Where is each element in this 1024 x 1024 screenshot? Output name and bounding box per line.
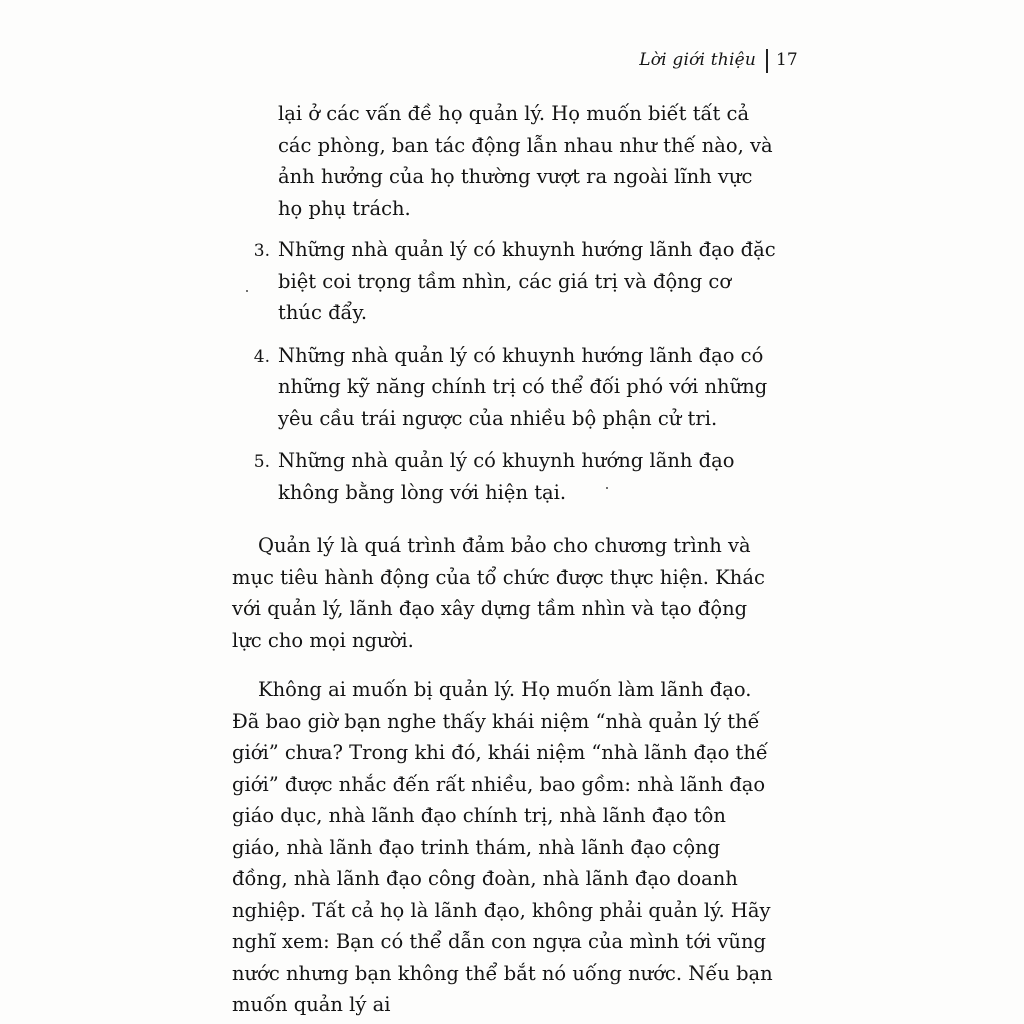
list-item: [232, 445, 780, 508]
running-head-divider: [766, 49, 768, 73]
list-item-number: 3.: [253, 241, 270, 261]
list-item-text: Những nhà quản lý có khuynh hướng lãnh đạo không bằng lòng với hiện tại.: [278, 449, 735, 504]
list-item-number: 5.: [253, 452, 270, 472]
list-item-number: 4.: [253, 346, 270, 367]
numbered-list: [232, 234, 780, 508]
list-item: [232, 340, 780, 435]
list-item-text: Những nhà quản lý có khuynh hướng lãnh đạo đặc biệt coi trọng tầm nhìn, các giá trị và động cơ thúc đẩy.: [278, 238, 776, 324]
running-head-title: Lời giới thiệu: [639, 50, 756, 70]
list-item-text: Những nhà quản lý có khuynh hướng lãnh đạo có những kỹ năng chính trị có thể đối phó với những yêu cầu trái ngược của nhiều bộ phận cử tri.: [278, 343, 768, 430]
body-text: [232, 98, 780, 1021]
paper-speck: [606, 487, 608, 489]
continuation-paragraph: lại ở các vấn đề họ quản lý. Họ muốn biết tất cả các phòng, ban tác động lẫn nhau như thế nào, và ảnh hưởng của họ thường vượt ra ngoài lĩnh vực họ phụ trách.: [278, 102, 773, 220]
page-number: 17: [776, 50, 798, 70]
paper-speck: [246, 290, 248, 292]
list-item: [232, 234, 780, 329]
paragraph: Không ai muốn bị quản lý. Họ muốn làm lãnh đạo. Đã bao giờ bạn nghe thấy khái niệm “nhà quản lý thế giới” chưa? Trong khi đó, khái niệm “nhà lãnh đạo thế giới” được nhắc đến rất nhiều, bao gồm: nhà lãnh đạo giáo dục, nhà lãnh đạo chính trị, nhà lãnh đạo tôn giáo, nhà lãnh đạo trinh thám, nhà lãnh đạo cộng đồng, nhà lãnh đạo công đoàn, nhà lãnh đạo doanh nghiệp. Tất cả họ là lãnh đạo, không phải quản lý. Hãy nghĩ xem: Bạn có thể dẫn con ngựa của mình tới vũng nước nhưng bạn không thể bắt nó uống nước. Nếu bạn muốn quản lý ai: [232, 678, 773, 1016]
paragraph: Quản lý là quá trình đảm bảo cho chương trình và mục tiêu hành động của tổ chức được thực hiện. Khác với quản lý, lãnh đạo xây dựng tầm nhìn và tạo động lực cho mọi người.: [232, 534, 765, 652]
